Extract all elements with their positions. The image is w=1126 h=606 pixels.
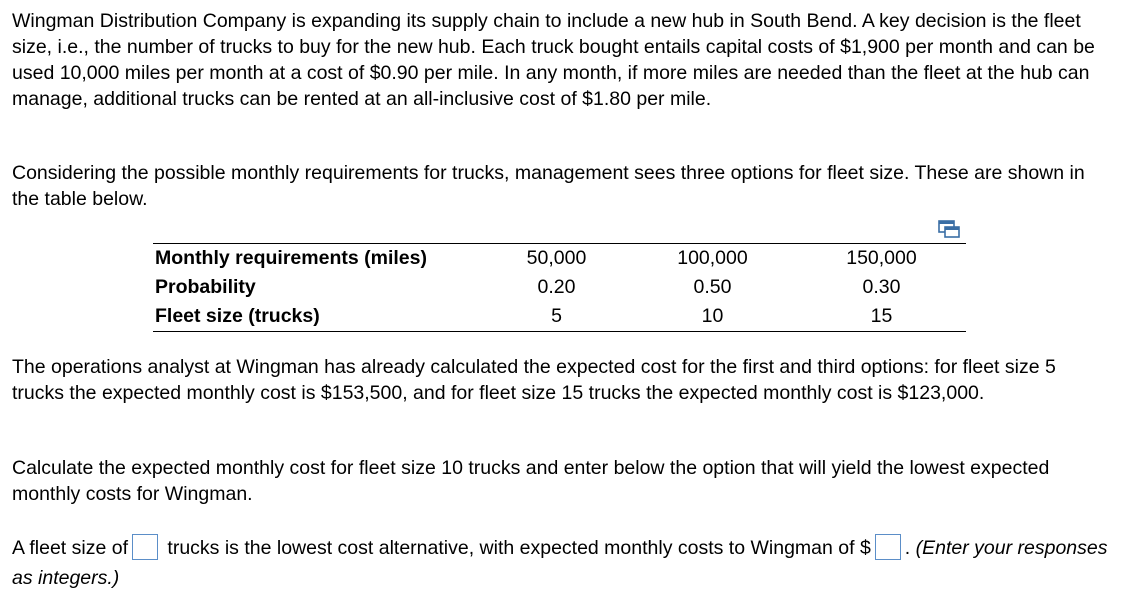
answer-sentence <box>12 533 1112 593</box>
row-label: Monthly requirements (miles) <box>153 244 485 274</box>
table-cell: 0.30 <box>862 276 901 298</box>
intro-paragraph: Wingman Distribution Company is expanding its supply chain to include a new hub in South Bend. A key decision is the fleet size, i.e., the number of trucks to buy for the new hub. Each truck bought entails capital costs of $1,900 per month and can be used 10,000 miles per month at a cost of $0.90 per mile. In any month, if more miles are needed than the fleet at the hub can manage, additional trucks can be rented at an all-inclusive cost of $1.80 per mile. <box>12 10 1095 110</box>
table-cell: 100,000 <box>628 244 797 274</box>
table-cell: 0.20 <box>537 276 576 298</box>
table-cell: 0.50 <box>693 276 732 298</box>
options-paragraph: Considering the possible monthly requirements for trucks, management sees three options for fleet size. These are shown in the table below. <box>12 162 1085 210</box>
table-cell: 15 <box>797 302 966 332</box>
table-row <box>153 273 966 302</box>
task-paragraph: Calculate the expected monthly cost for fleet size 10 trucks and enter below the option that will yield the lowest expected monthly costs for Wingman. <box>12 457 1050 505</box>
table-cell: 50,000 <box>485 244 628 274</box>
analyst-paragraph: The operations analyst at Wingman has already calculated the expected cost for the first and third options: for fleet size 5 trucks the expected monthly cost is $153,500, and for fleet size 15 trucks the expected monthly cost is $123,000. <box>12 356 1056 404</box>
table-cell: 10 <box>628 302 797 332</box>
table-cell: 150,000 <box>797 244 966 274</box>
row-label: Probability <box>155 276 256 298</box>
table-cell: 5 <box>485 302 628 332</box>
fleet-size-input[interactable] <box>132 534 158 560</box>
answer-prefix: A fleet size of <box>12 537 128 559</box>
expected-cost-input[interactable] <box>875 534 901 560</box>
answer-note: (Enter your responses as integers.) <box>12 537 1108 589</box>
answer-suffix: . <box>904 537 911 559</box>
requirements-table <box>153 243 966 332</box>
row-label: Fleet size (trucks) <box>153 302 485 332</box>
table-row <box>153 244 966 274</box>
copy-table-icon[interactable] <box>938 220 960 238</box>
answer-middle: trucks is the lowest cost alternative, with expected monthly costs to Wingman of $ <box>167 537 871 559</box>
table-row <box>153 302 966 332</box>
